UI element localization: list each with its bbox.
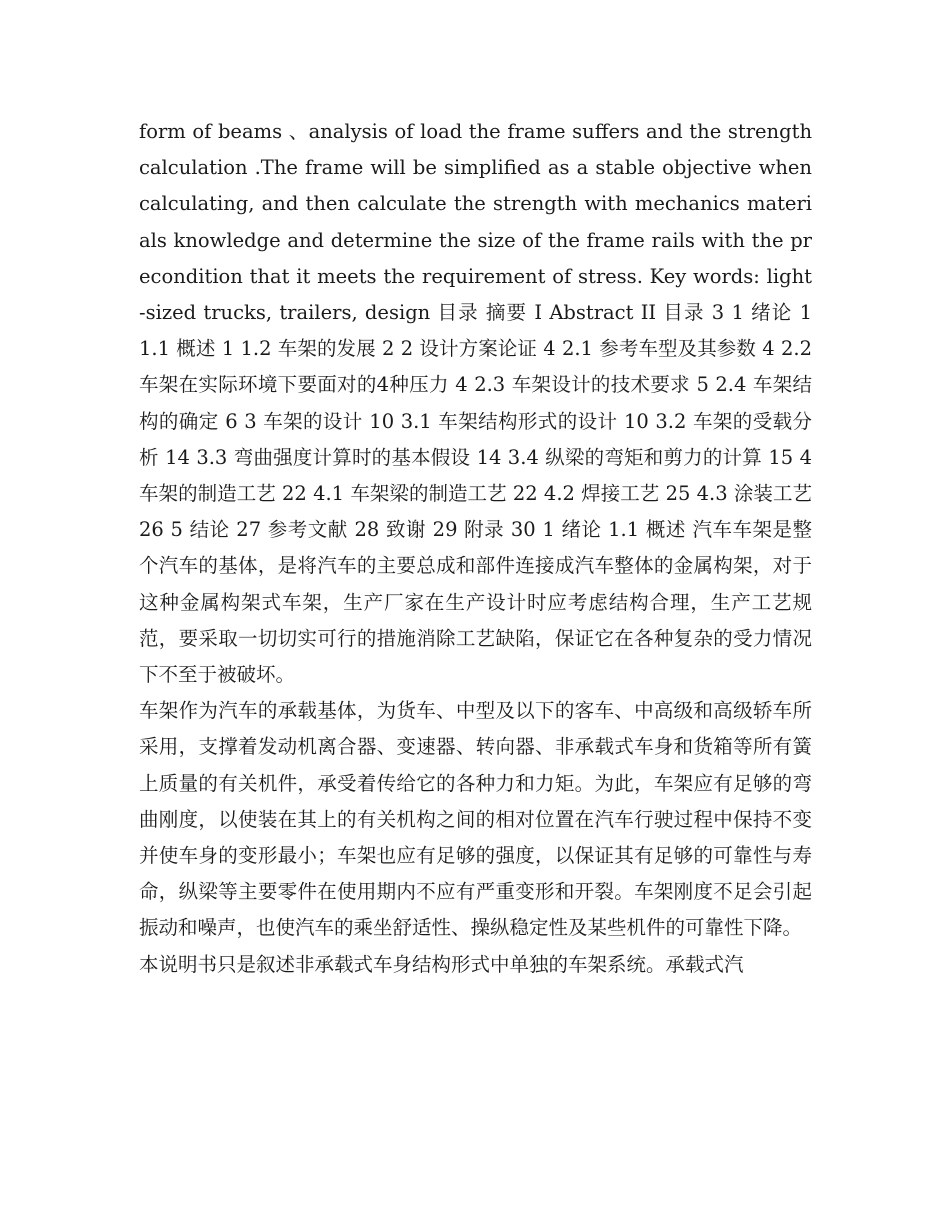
body-text (139, 114, 812, 983)
paragraph-frame-function: 车架作为汽车的承载基体，为货车、中型及以下的客车、中高级和高级轿车所采用，支撑着发动机离合器、变速器、转向器、非承载式车身和货箱等所有簧上质量的有关机件，承受着传给它的各种力和力矩。为此，车架应有足够的弯曲刚度，以使装在其上的有关机构之间的相对位置在汽车行驶过程中保持不变并使车身的变形最小；车架也应有足够的强度，以保证其有足够的可靠性与寿命，纵梁等主要零件在使用期内不应有严重变形和开裂。车架刚度不足会引起振动和噪声，也使汽车的乘坐舒适性、操纵稳定性及某些机件的可靠性下降。 (139, 699, 812, 940)
paragraph-abstract-toc-intro: form of beams 、analysis of load the frame suffers and the strength calculation .The frame will be simplified as a stable objective when calculating, and then calculate the strength with mechanics materials knowledge and determine the size of the frame rails with the precondition that it meets the requirement of stress. Key words: light-sized trucks, trailers, design 目录 摘要 I Abstract II 目录 3 1 绪论 1 1.1 概述 1 1.2 车架的发展 2 2 设计方案论证 4 2.1 参考车型及其参数 4 2.2 车架在实际环境下要面对的4种压力 4 2.3 车架设计的技术要求 5 2.4 车架结构的确定 6 3 车架的设计 10 3.1 车架结构形式的设计 10 3.2 车架的受载分析 14 3.3 弯曲强度计算时的基本假设 14 3.4 纵梁的弯矩和剪力的计算 15 4 车架的制造工艺 22 4.1 车架梁的制造工艺 22 4.2 焊接工艺 25 4.3 涂装工艺 26 5 结论 27 参考文献 28 致谢 29 附录 30 1 绪论 1.1 概述 汽车车架是整个汽车的基体，是将汽车的主要总成和部件连接成汽车整体的金属构架，对于这种金属构架式车架，生产厂家在生产设计时应考虑结构合理，生产工艺规范，要采取一切切实可行的措施消除工艺缺陷，保证它在各种复杂的受力情况下不至于被破坏。 (139, 120, 812, 687)
paragraph-scope: 本说明书只是叙述非承载式车身结构形式中单独的车架系统。承载式汽 (139, 952, 744, 976)
